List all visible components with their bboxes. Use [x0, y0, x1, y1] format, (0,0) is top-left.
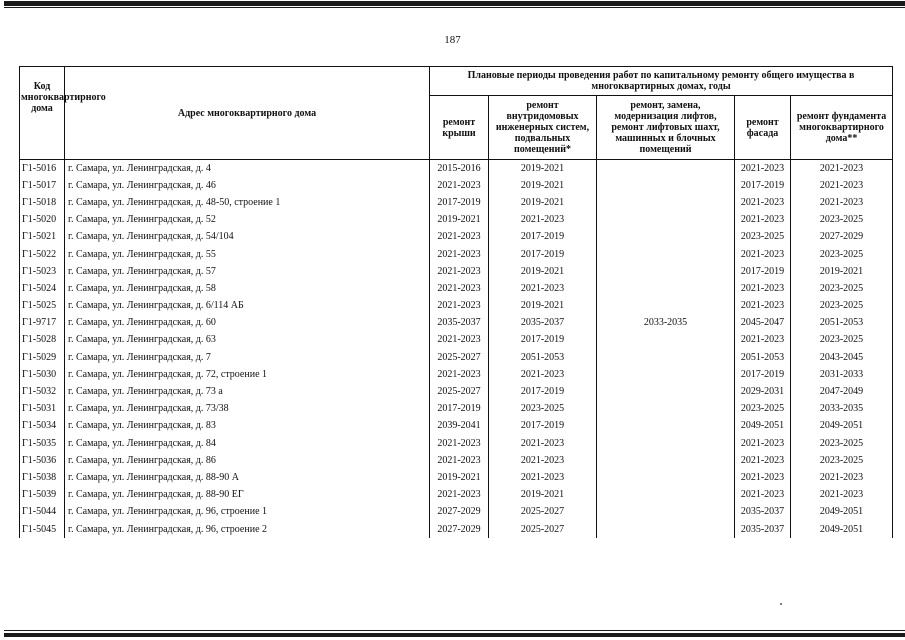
table-row [20, 401, 893, 418]
page-number: 187 [444, 34, 461, 46]
header-group: Плановые периоды проведения работ по капитальному ремонту общего имущества в многоквартирных домах, годы [430, 67, 893, 96]
cell-address: г. Самара, ул. Ленинградская, д. 4 [65, 160, 430, 178]
table-row [20, 263, 893, 280]
cell-roof: 2025-2027 [430, 383, 489, 400]
table-row [20, 521, 893, 538]
cell-code: Г1-9717 [20, 315, 65, 332]
cell-systems: 2017-2019 [489, 383, 597, 400]
cell-elevators: 2033-2035 [597, 315, 735, 332]
cell-systems: 2017-2019 [489, 229, 597, 246]
cell-facade: 2035-2037 [735, 504, 791, 521]
cell-roof: 2021-2023 [430, 366, 489, 383]
cell-foundation: 2049-2051 [791, 521, 893, 538]
cell-elevators [597, 418, 735, 435]
cell-roof: 2035-2037 [430, 315, 489, 332]
cell-foundation: 2027-2029 [791, 229, 893, 246]
cell-elevators [597, 298, 735, 315]
cell-foundation: 2031-2033 [791, 366, 893, 383]
cell-foundation: 2023-2025 [791, 246, 893, 263]
cell-roof: 2021-2023 [430, 246, 489, 263]
table-row [20, 177, 893, 194]
cell-elevators [597, 280, 735, 297]
cell-code: Г1-5031 [20, 401, 65, 418]
header-facade: ремонт фасада [735, 96, 791, 160]
cell-systems: 2025-2027 [489, 521, 597, 538]
table-header [20, 67, 893, 160]
cell-systems: 2017-2019 [489, 418, 597, 435]
cell-elevators [597, 504, 735, 521]
table-row [20, 194, 893, 211]
cell-roof: 2027-2029 [430, 521, 489, 538]
cell-foundation: 2047-2049 [791, 383, 893, 400]
cell-roof: 2021-2023 [430, 298, 489, 315]
cell-systems: 2021-2023 [489, 366, 597, 383]
cell-foundation: 2021-2023 [791, 469, 893, 486]
cell-roof: 2021-2023 [430, 452, 489, 469]
cell-facade: 2021-2023 [735, 487, 791, 504]
cell-elevators [597, 452, 735, 469]
cell-code: Г1-5032 [20, 383, 65, 400]
header-systems: ремонт внутридомовых инженерных систем, подвальных помещений* [489, 96, 597, 160]
top-border-rule [4, 1, 905, 6]
cell-code: Г1-5038 [20, 469, 65, 486]
cell-elevators [597, 229, 735, 246]
table-row [20, 469, 893, 486]
cell-code: Г1-5028 [20, 332, 65, 349]
table-row [20, 366, 893, 383]
cell-systems: 2025-2027 [489, 504, 597, 521]
cell-code: Г1-5016 [20, 160, 65, 178]
cell-systems: 2019-2021 [489, 160, 597, 178]
cell-roof: 2021-2023 [430, 229, 489, 246]
header-foundation: ремонт фундамента многоквартирного дома** [791, 96, 893, 160]
cell-address: г. Самара, ул. Ленинградская, д. 84 [65, 435, 430, 452]
cell-systems: 2019-2021 [489, 194, 597, 211]
table-row [20, 332, 893, 349]
cell-address: г. Самара, ул. Ленинградская, д. 63 [65, 332, 430, 349]
cell-foundation: 2023-2025 [791, 435, 893, 452]
cell-elevators [597, 401, 735, 418]
table-row [20, 160, 893, 178]
cell-facade: 2023-2025 [735, 401, 791, 418]
cell-systems: 2021-2023 [489, 469, 597, 486]
cell-systems: 2021-2023 [489, 280, 597, 297]
cell-address: г. Самара, ул. Ленинградская, д. 88-90 А [65, 469, 430, 486]
cell-roof: 2021-2023 [430, 177, 489, 194]
cell-facade: 2021-2023 [735, 194, 791, 211]
header-code: Код многоквартирного дома [20, 67, 65, 160]
cell-code: Г1-5023 [20, 263, 65, 280]
cell-roof: 2019-2021 [430, 469, 489, 486]
cell-code: Г1-5017 [20, 177, 65, 194]
cell-elevators [597, 366, 735, 383]
cell-code: Г1-5036 [20, 452, 65, 469]
cell-systems: 2019-2021 [489, 298, 597, 315]
cell-facade: 2021-2023 [735, 298, 791, 315]
table-row [20, 280, 893, 297]
cell-foundation: 2021-2023 [791, 194, 893, 211]
cell-systems: 2019-2021 [489, 263, 597, 280]
cell-code: Г1-5025 [20, 298, 65, 315]
cell-foundation: 2019-2021 [791, 263, 893, 280]
cell-facade: 2021-2023 [735, 332, 791, 349]
cell-facade: 2021-2023 [735, 160, 791, 178]
cell-facade: 2035-2037 [735, 521, 791, 538]
cell-elevators [597, 469, 735, 486]
cell-foundation: 2033-2035 [791, 401, 893, 418]
cell-roof: 2017-2019 [430, 194, 489, 211]
cell-systems: 2021-2023 [489, 212, 597, 229]
cell-elevators [597, 487, 735, 504]
cell-roof: 2021-2023 [430, 332, 489, 349]
table-row [20, 504, 893, 521]
cell-facade: 2017-2019 [735, 177, 791, 194]
cell-roof: 2017-2019 [430, 401, 489, 418]
cell-address: г. Самара, ул. Ленинградская, д. 73/38 [65, 401, 430, 418]
cell-facade: 2029-2031 [735, 383, 791, 400]
cell-address: г. Самара, ул. Ленинградская, д. 58 [65, 280, 430, 297]
cell-foundation: 2023-2025 [791, 280, 893, 297]
cell-elevators [597, 435, 735, 452]
cell-elevators [597, 263, 735, 280]
cell-address: г. Самара, ул. Ленинградская, д. 57 [65, 263, 430, 280]
cell-code: Г1-5045 [20, 521, 65, 538]
cell-systems: 2017-2019 [489, 332, 597, 349]
cell-address: г. Самара, ул. Ленинградская, д. 72, строение 1 [65, 366, 430, 383]
cell-foundation: 2021-2023 [791, 177, 893, 194]
cell-address: г. Самара, ул. Ленинградская, д. 46 [65, 177, 430, 194]
cell-code: Г1-5020 [20, 212, 65, 229]
table-row [20, 246, 893, 263]
table-row [20, 298, 893, 315]
bottom-border-rule [4, 633, 905, 637]
top-border-rule-thin [4, 7, 905, 8]
cell-facade: 2021-2023 [735, 280, 791, 297]
cell-address: г. Самара, ул. Ленинградская, д. 52 [65, 212, 430, 229]
cell-elevators [597, 160, 735, 178]
cell-elevators [597, 246, 735, 263]
table-row [20, 212, 893, 229]
cell-code: Г1-5034 [20, 418, 65, 435]
cell-systems: 2023-2025 [489, 401, 597, 418]
cell-elevators [597, 332, 735, 349]
cell-elevators [597, 177, 735, 194]
cell-systems: 2019-2021 [489, 177, 597, 194]
cell-foundation: 2021-2023 [791, 487, 893, 504]
cell-address: г. Самара, ул. Ленинградская, д. 96, строение 2 [65, 521, 430, 538]
cell-roof: 2039-2041 [430, 418, 489, 435]
cell-facade: 2017-2019 [735, 366, 791, 383]
cell-facade: 2051-2053 [735, 349, 791, 366]
cell-facade: 2023-2025 [735, 229, 791, 246]
cell-facade: 2021-2023 [735, 452, 791, 469]
capital-repair-table [19, 66, 893, 538]
table-row [20, 349, 893, 366]
cell-code: Г1-5024 [20, 280, 65, 297]
cell-address: г. Самара, ул. Ленинградская, д. 55 [65, 246, 430, 263]
cell-facade: 2021-2023 [735, 469, 791, 486]
cell-foundation: 2023-2025 [791, 212, 893, 229]
table-row [20, 315, 893, 332]
cell-roof: 2021-2023 [430, 435, 489, 452]
cell-roof: 2019-2021 [430, 212, 489, 229]
cell-elevators [597, 194, 735, 211]
bottom-border-rule-thin [4, 630, 905, 631]
cell-address: г. Самара, ул. Ленинградская, д. 88-90 ЕГ [65, 487, 430, 504]
cell-foundation: 2051-2053 [791, 315, 893, 332]
cell-facade: 2021-2023 [735, 246, 791, 263]
cell-facade: 2021-2023 [735, 435, 791, 452]
stray-dot [780, 603, 782, 605]
cell-address: г. Самара, ул. Ленинградская, д. 6/114 АБ [65, 298, 430, 315]
cell-foundation: 2049-2051 [791, 504, 893, 521]
cell-facade: 2021-2023 [735, 212, 791, 229]
cell-systems: 2035-2037 [489, 315, 597, 332]
cell-systems: 2021-2023 [489, 435, 597, 452]
cell-address: г. Самара, ул. Ленинградская, д. 48-50, строение 1 [65, 194, 430, 211]
table-row [20, 229, 893, 246]
cell-foundation: 2043-2045 [791, 349, 893, 366]
table-row [20, 435, 893, 452]
cell-foundation: 2023-2025 [791, 298, 893, 315]
cell-code: Г1-5044 [20, 504, 65, 521]
cell-address: г. Самара, ул. Ленинградская, д. 86 [65, 452, 430, 469]
header-roof: ремонт крыши [430, 96, 489, 160]
cell-foundation: 2049-2051 [791, 418, 893, 435]
table-row [20, 487, 893, 504]
cell-systems: 2017-2019 [489, 246, 597, 263]
cell-facade: 2045-2047 [735, 315, 791, 332]
cell-code: Г1-5022 [20, 246, 65, 263]
cell-address: г. Самара, ул. Ленинградская, д. 60 [65, 315, 430, 332]
cell-elevators [597, 212, 735, 229]
cell-code: Г1-5035 [20, 435, 65, 452]
table-row [20, 383, 893, 400]
cell-address: г. Самара, ул. Ленинградская, д. 54/104 [65, 229, 430, 246]
header-elevators: ремонт, замена, модернизация лифтов, ремонт лифтовых шахт, машинных и блочных помещений [597, 96, 735, 160]
table-row [20, 418, 893, 435]
table-row [20, 452, 893, 469]
cell-elevators [597, 521, 735, 538]
cell-address: г. Самара, ул. Ленинградская, д. 83 [65, 418, 430, 435]
cell-address: г. Самара, ул. Ленинградская, д. 96, строение 1 [65, 504, 430, 521]
cell-address: г. Самара, ул. Ленинградская, д. 7 [65, 349, 430, 366]
table-body [20, 160, 893, 539]
cell-elevators [597, 383, 735, 400]
cell-systems: 2021-2023 [489, 452, 597, 469]
cell-roof: 2021-2023 [430, 487, 489, 504]
cell-systems: 2019-2021 [489, 487, 597, 504]
cell-code: Г1-5039 [20, 487, 65, 504]
cell-facade: 2049-2051 [735, 418, 791, 435]
cell-foundation: 2023-2025 [791, 452, 893, 469]
cell-code: Г1-5021 [20, 229, 65, 246]
cell-roof: 2015-2016 [430, 160, 489, 178]
header-address: Адрес многоквартирного дома [65, 67, 430, 160]
cell-roof: 2021-2023 [430, 263, 489, 280]
cell-facade: 2017-2019 [735, 263, 791, 280]
cell-code: Г1-5029 [20, 349, 65, 366]
cell-elevators [597, 349, 735, 366]
cell-code: Г1-5030 [20, 366, 65, 383]
cell-roof: 2027-2029 [430, 504, 489, 521]
cell-systems: 2051-2053 [489, 349, 597, 366]
cell-foundation: 2021-2023 [791, 160, 893, 178]
cell-code: Г1-5018 [20, 194, 65, 211]
cell-roof: 2025-2027 [430, 349, 489, 366]
cell-foundation: 2023-2025 [791, 332, 893, 349]
cell-address: г. Самара, ул. Ленинградская, д. 73 а [65, 383, 430, 400]
cell-roof: 2021-2023 [430, 280, 489, 297]
